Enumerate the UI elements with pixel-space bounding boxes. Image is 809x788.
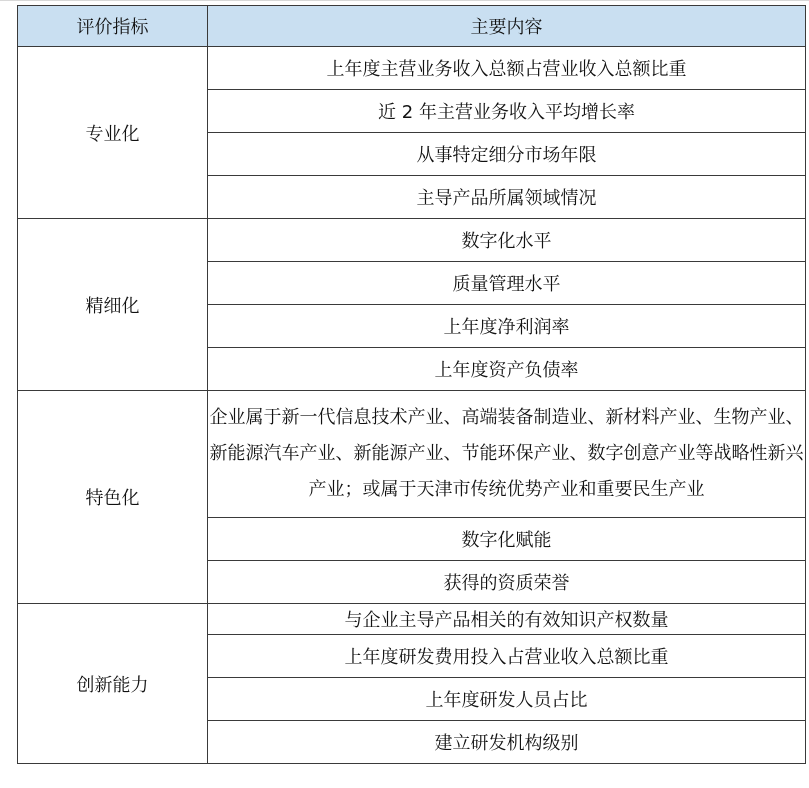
table-cell: 与企业主导产品相关的有效知识产权数量: [208, 604, 806, 635]
table-cell: 主导产品所属领域情况: [208, 176, 806, 219]
table-row: [18, 604, 806, 635]
header-row: [18, 6, 806, 47]
table-cell: 上年度研发费用投入占营业收入总额比重: [208, 635, 806, 678]
table-cell: 获得的资质荣誉: [208, 561, 806, 604]
table-cell: 数字化水平: [208, 219, 806, 262]
table-cell: 上年度净利润率: [208, 305, 806, 348]
category-innovation: 创新能力: [18, 604, 208, 764]
table-row: [18, 219, 806, 262]
header-indicator: 评价指标: [18, 6, 208, 47]
category-characteristic: 特色化: [18, 391, 208, 604]
table-cell: 建立研发机构级别: [208, 721, 806, 764]
table-row: [18, 47, 806, 90]
table-cell: 上年度资产负债率: [208, 348, 806, 391]
table-cell: 从事特定细分市场年限: [208, 133, 806, 176]
evaluation-table: [17, 5, 806, 764]
table-cell: 数字化赋能: [208, 518, 806, 561]
header-content: 主要内容: [208, 6, 806, 47]
category-refinement: 精细化: [18, 219, 208, 391]
table-cell: 近 2 年主营业务收入平均增长率: [208, 90, 806, 133]
category-specialization: 专业化: [18, 47, 208, 219]
table-row: [18, 391, 806, 518]
table-cell: 上年度主营业务收入总额占营业收入总额比重: [208, 47, 806, 90]
table-cell: 企业属于新一代信息技术产业、高端装备制造业、新材料产业、生物产业、新能源汽车产业、新能源产业、节能环保产业、数字创意产业等战略性新兴产业；或属于天津市传统优势产业和重要民生产业: [208, 391, 806, 518]
table-cell: 质量管理水平: [208, 262, 806, 305]
table-cell: 上年度研发人员占比: [208, 678, 806, 721]
